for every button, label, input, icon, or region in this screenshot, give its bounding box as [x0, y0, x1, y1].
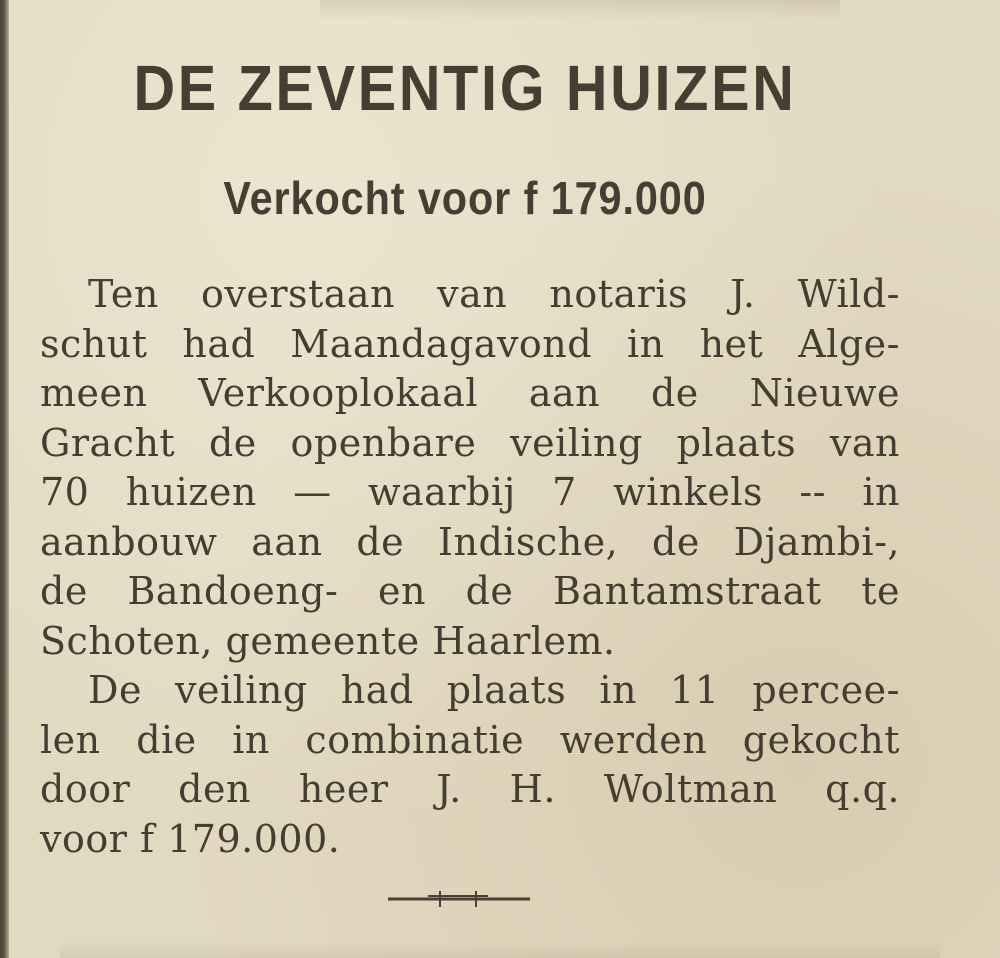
body-line: 70 huizen — waarbij 7 winkels -- in: [40, 470, 900, 514]
body-line: voor f 179.000.: [40, 816, 341, 861]
column-rule: [0, 0, 9, 958]
body-line: len die in combinatie werden gekocht: [40, 717, 900, 762]
body-line: door den heer J. H. Woltman q.q.: [40, 767, 900, 811]
article-body: [40, 270, 900, 864]
body-line: meen Verkooplokaal aan de Nieuwe: [40, 371, 900, 415]
divider-ornament-icon: [388, 888, 530, 910]
body-line: schut had Maandagavond in het Alge‑: [40, 321, 900, 366]
body-line: De veiling had plaats in 11 percee‑: [88, 668, 900, 712]
body-line: Gracht de openbare veiling plaats van: [40, 420, 900, 465]
article-subheadline: Verkocht voor f 179.000: [223, 172, 707, 224]
body-line: aanbouw aan de Indische, de Djambi‑,: [40, 519, 900, 564]
print-bleed-bottom: [60, 942, 940, 958]
print-bleed-top: [320, 0, 840, 20]
article-headline: DE ZEVENTIG HUIZEN: [133, 52, 797, 124]
body-line: Schoten, gemeente Haarlem.: [40, 618, 616, 663]
body-line: de Bandoeng‑ en de Bantamstraat te: [40, 569, 900, 613]
body-line: Ten overstaan van notaris J. Wild‑: [88, 272, 900, 316]
